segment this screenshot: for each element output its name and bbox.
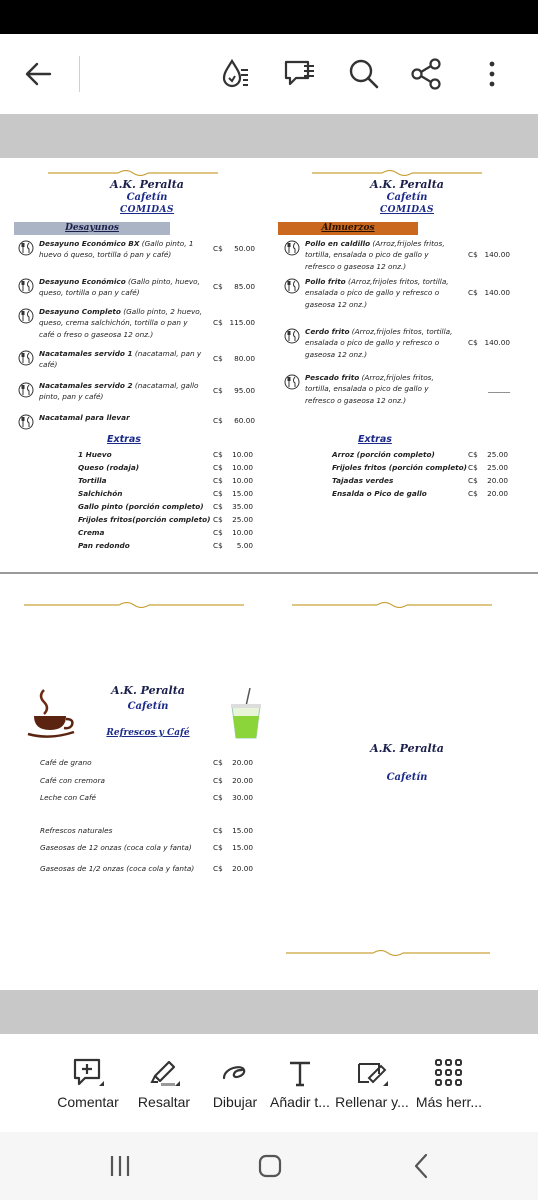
menu-page-2 — [0, 574, 538, 990]
currency-symbol: C$ — [468, 476, 478, 485]
extra-item-price: 20.00 — [487, 476, 508, 485]
toolbar-divider — [79, 56, 80, 92]
menu-page-1 — [0, 158, 538, 572]
extra-item-price: 25.00 — [487, 450, 508, 459]
currency-symbol: C$ — [213, 450, 223, 459]
menu-item-desc: (nacatamal, pan y — [132, 349, 202, 358]
extra-item-price: 25.00 — [487, 463, 508, 472]
drink-item-price: 15.00 — [232, 826, 253, 835]
extra-item-price: 10.00 — [232, 450, 253, 459]
cutlery-icon — [284, 328, 300, 344]
menu-item-price: 85.00 — [234, 282, 255, 291]
currency-symbol: C$ — [213, 318, 223, 327]
menu-item — [39, 412, 211, 423]
menu-item-name: Desayuno Económico — [39, 277, 126, 286]
menu-item-desc: huevo ó queso, tortilla ó pan y café) — [39, 250, 172, 260]
menu-item-price: 140.00 — [484, 288, 510, 297]
drink-item-name: Gaseosas de 12 onzas (coca cola y fanta) — [40, 843, 192, 852]
menu-item-price: ______ — [488, 384, 510, 393]
drink-item-name: Leche con Café — [40, 793, 97, 802]
menu-item-desc: gaseosa 12 onz.) — [305, 349, 368, 359]
more-options-icon[interactable] — [480, 58, 504, 90]
currency-symbol: C$ — [213, 244, 223, 253]
drink-item-name: Café con cremora — [40, 776, 105, 785]
brand-subtitle: Cafetín — [386, 772, 428, 783]
tool-label: Dibujar — [212, 1094, 258, 1110]
menu-item-price: 115.00 — [229, 318, 255, 327]
currency-symbol: C$ — [213, 826, 223, 835]
section-title: COMIDAS — [120, 205, 174, 215]
cutlery-icon — [18, 308, 34, 324]
menu-item-desc: gaseosa 12 onz.) — [305, 299, 368, 309]
comment-list-icon[interactable] — [282, 56, 318, 92]
extra-item-price: 5.00 — [236, 541, 253, 550]
menu-item-desc: (Gallo pinto, 1 — [139, 239, 194, 248]
menu-item-desc: refresco o gaseosa 12 onz.) — [305, 395, 407, 405]
extra-item-name: Tortilla — [78, 476, 107, 485]
ornament-right — [312, 170, 482, 176]
currency-symbol: C$ — [213, 528, 223, 537]
drink-item-price: 20.00 — [232, 758, 253, 767]
currency-symbol: C$ — [213, 515, 223, 524]
menu-item-desc: queso, crema salchichón, tortilla o pan y — [39, 318, 188, 328]
drink-item-price: 30.00 — [232, 793, 253, 802]
menu-item-name: Nacatamal para llevar — [39, 413, 130, 422]
menu-item-price: 80.00 — [234, 354, 255, 363]
extra-item-price: 25.00 — [232, 515, 253, 524]
extra-item-name: Ensalda o Pico de gallo — [332, 489, 427, 498]
brand-title: A.K. Peralta — [110, 178, 184, 191]
menu-item — [305, 326, 477, 360]
menu-item-desc: (Arroz,frijoles fritos, tortilla, — [349, 327, 453, 336]
currency-symbol: C$ — [213, 758, 223, 767]
extra-item-name: Crema — [78, 528, 105, 537]
currency-symbol: C$ — [468, 338, 478, 347]
share-icon[interactable] — [408, 56, 444, 92]
extra-item-price: 10.00 — [232, 476, 253, 485]
menu-item-desc: café) — [39, 360, 58, 370]
cutlery-icon — [18, 414, 34, 430]
menu-item-desc: (Arroz,frijoles fritos, — [370, 239, 445, 248]
extra-item-price: 35.00 — [232, 502, 253, 511]
extras-title: Extras — [107, 434, 141, 445]
extra-item-name: Pan redondo — [78, 541, 130, 550]
currency-symbol: C$ — [213, 502, 223, 511]
currency-symbol: C$ — [468, 250, 478, 259]
menu-item — [39, 348, 211, 371]
section-title: COMIDAS — [380, 205, 434, 215]
menu-item-name: Cerdo frito — [305, 327, 350, 336]
currency-symbol: C$ — [213, 476, 223, 485]
currency-symbol: C$ — [213, 793, 223, 802]
menu-item-desc: queso, tortilla o pan y café) — [39, 288, 140, 298]
ornament-left — [48, 170, 218, 176]
menu-item-name: Desayuno Completo — [39, 307, 121, 316]
menu-item — [39, 276, 211, 299]
menu-item-name: Desayuno Económico BX — [39, 239, 140, 248]
drink-item-price: 15.00 — [232, 843, 253, 852]
menu-item-desc: ensalada o pico de gallo y refresco o — [305, 338, 440, 348]
comment-add-icon — [71, 1056, 105, 1090]
extra-item-name: Queso (rodaja) — [78, 463, 140, 472]
cutlery-icon — [284, 240, 300, 256]
menu-item-price: 50.00 — [234, 244, 255, 253]
brand-title: A.K. Peralta — [111, 684, 185, 697]
back-icon[interactable] — [408, 1152, 436, 1180]
extras-title: Extras — [358, 434, 392, 445]
document-gutter-bottom — [0, 990, 538, 1034]
currency-symbol: C$ — [213, 489, 223, 498]
drink-item-name: Gaseosas de 1/2 onzas (coca cola y fanta) — [40, 864, 195, 873]
currency-symbol: C$ — [213, 386, 223, 395]
juice-cup-icon — [228, 686, 264, 742]
app-toolbar — [0, 34, 538, 114]
menu-item-desc: (nacatamal, gallo — [132, 381, 199, 390]
extra-item-price: 15.00 — [232, 489, 253, 498]
brand-title: A.K. Peralta — [370, 742, 444, 755]
menu-item-name: Nacatamales servido 1 — [39, 349, 133, 358]
highlighter-icon — [147, 1056, 181, 1090]
menu-item — [39, 306, 211, 340]
currency-symbol: C$ — [213, 354, 223, 363]
ornament-bottom — [286, 950, 490, 956]
menu-item-desc: pinto, pan y café) — [39, 392, 104, 402]
extra-item-name: Frijoles fritos(porción completo) — [78, 515, 211, 524]
currency-symbol: C$ — [468, 450, 478, 459]
menu-item-name: Pollo frito — [305, 277, 346, 286]
breakfast-bar: Desayunos — [14, 222, 170, 235]
drink-item-price: 20.00 — [232, 864, 253, 873]
draw-icon — [218, 1056, 252, 1090]
tool-label: Resaltar — [137, 1094, 191, 1110]
cutlery-icon — [18, 382, 34, 398]
drink-item-name: Café de grano — [40, 758, 92, 767]
cutlery-icon — [18, 350, 34, 366]
cutlery-icon — [18, 240, 34, 256]
text-icon — [283, 1056, 317, 1090]
section-title: Refrescos y Café — [106, 728, 190, 738]
menu-item-price: 95.00 — [234, 386, 255, 395]
menu-item-name: Pescado frito — [305, 373, 360, 382]
bottom-toolbar — [0, 1034, 538, 1132]
currency-symbol: C$ — [213, 541, 223, 550]
menu-item-name: Nacatamales servido 2 — [39, 381, 133, 390]
currency-symbol: C$ — [213, 282, 223, 291]
drink-item-name: Refrescos naturales — [40, 826, 113, 835]
menu-item-desc: (Arroz,frijoles fritos, — [359, 373, 434, 382]
brand-subtitle: Cafetín — [126, 192, 168, 203]
menu-item-desc: ensalada o pico de gallo y refresco o — [305, 288, 440, 298]
tool-label: Añadir t... — [270, 1094, 330, 1110]
menu-item — [39, 238, 211, 261]
brand-title: A.K. Peralta — [370, 178, 444, 191]
currency-symbol: C$ — [213, 416, 223, 425]
menu-item-price: 140.00 — [484, 250, 510, 259]
menu-item-price: 60.00 — [234, 416, 255, 425]
brand-subtitle: Cafetín — [386, 192, 428, 203]
cutlery-icon — [284, 374, 300, 390]
recent-apps-icon[interactable] — [106, 1152, 134, 1180]
menu-item — [305, 372, 477, 406]
lunch-bar: Almuerzos — [278, 222, 418, 235]
tool-label: Rellenar y... — [335, 1094, 409, 1110]
tool-more[interactable] — [404, 1056, 494, 1110]
more-tools-icon — [432, 1056, 466, 1090]
home-icon[interactable] — [256, 1152, 284, 1180]
ornament-left — [24, 602, 244, 608]
menu-item-desc: café o freso o gaseosa 12 onz.) — [39, 329, 154, 339]
extra-item-name: Frijoles fritos (porción completo) — [332, 463, 467, 472]
extra-item-price: 10.00 — [232, 528, 253, 537]
fill-sign-icon — [355, 1056, 389, 1090]
currency-symbol: C$ — [468, 489, 478, 498]
currency-symbol: C$ — [213, 864, 223, 873]
search-icon[interactable] — [346, 56, 382, 92]
currency-symbol: C$ — [468, 463, 478, 472]
menu-item-desc: (Arroz,frijoles fritos, tortilla, — [345, 277, 449, 286]
back-arrow-icon[interactable] — [22, 58, 54, 90]
document-gutter-top — [0, 114, 538, 158]
extra-item-name: Tajadas verdes — [332, 476, 394, 485]
tool-label: Más herr... — [415, 1094, 483, 1110]
currency-symbol: C$ — [213, 463, 223, 472]
menu-item-name: Pollo en caldillo — [305, 239, 371, 248]
extra-item-name: Arroz (porción completo) — [332, 450, 435, 459]
extra-item-name: Gallo pinto (porción completo) — [78, 502, 204, 511]
currency-symbol: C$ — [468, 288, 478, 297]
menu-item — [305, 276, 477, 310]
extra-item-name: 1 Huevo — [78, 450, 112, 459]
menu-item — [39, 380, 211, 403]
menu-item — [305, 238, 477, 272]
system-nav-bar — [0, 1132, 538, 1200]
status-bar — [0, 0, 538, 34]
currency-symbol: C$ — [213, 776, 223, 785]
ornament-right — [292, 602, 492, 608]
ink-drop-icon[interactable] — [216, 56, 252, 92]
tool-label: Comentar — [57, 1094, 119, 1110]
menu-item-price: 140.00 — [484, 338, 510, 347]
drink-item-price: 20.00 — [232, 776, 253, 785]
brand-subtitle: Cafetín — [127, 701, 169, 712]
menu-item-desc: tortilla, ensalada o pico de gallo y — [305, 250, 429, 260]
menu-item-desc: (Gallo pinto, 2 huevo, — [120, 307, 203, 316]
extra-item-name: Salchichón — [78, 489, 123, 498]
menu-item-desc: refresco o gaseosa 12 onz.) — [305, 261, 407, 271]
currency-symbol: C$ — [213, 843, 223, 852]
cutlery-icon — [18, 278, 34, 294]
menu-item-desc: tortilla, ensalada o pico de gallo y — [305, 384, 429, 394]
coffee-cup-icon — [26, 686, 80, 740]
cutlery-icon — [284, 278, 300, 294]
extra-item-price: 10.00 — [232, 463, 253, 472]
extra-item-price: 20.00 — [487, 489, 508, 498]
menu-item-desc: (Gallo pinto, huevo, — [125, 277, 200, 286]
